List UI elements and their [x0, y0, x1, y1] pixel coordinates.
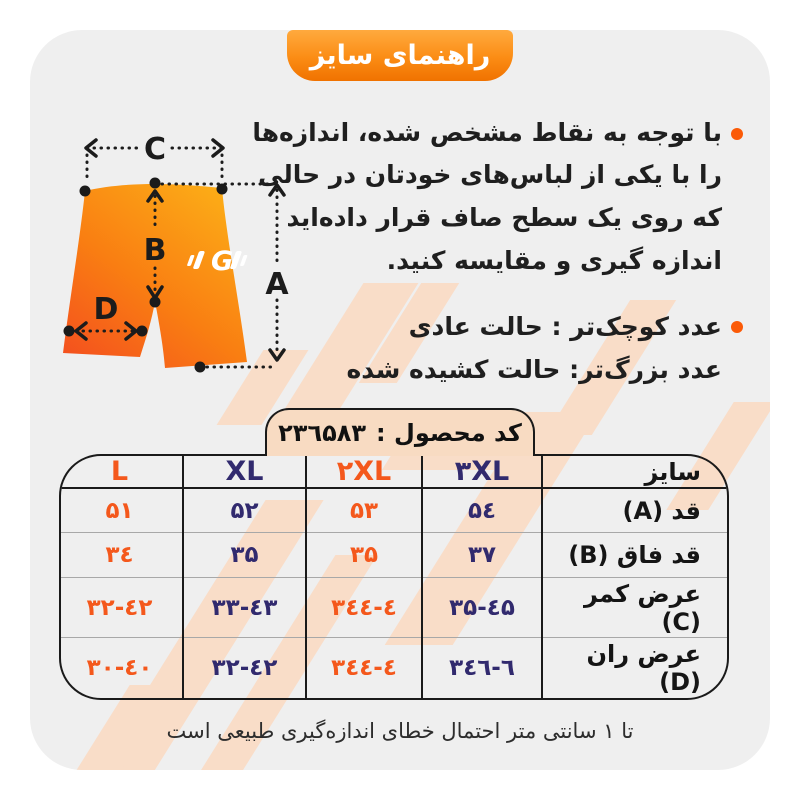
size-col-xl: XL: [183, 456, 306, 488]
size-col-2xl: ۲XL: [306, 456, 422, 488]
table-row-length: [59, 488, 727, 533]
cell-value: ۳۷: [422, 533, 542, 578]
cell-value: ۳٤: [59, 533, 183, 578]
instruction-line: را با یکی از لباس‌های خودتان در حالی: [258, 160, 722, 189]
instruction-line: اندازه گیری و مقایسه کنید.: [386, 246, 722, 275]
cell-value: ۳۵: [306, 533, 422, 578]
table-header-row: [59, 456, 727, 488]
cell-value: ۳٤-٤٤: [306, 577, 422, 638]
table-row-rise: [59, 533, 727, 578]
logo-letter: G: [211, 246, 234, 277]
cell-value: ۳۵: [183, 533, 306, 578]
measure-label-a: A: [265, 267, 289, 302]
instruction-line: عدد کوچک‌تر : حالت عادی: [408, 312, 722, 341]
table-row-thigh: [59, 638, 727, 698]
size-col-3xl: ۳XL: [422, 456, 542, 488]
table-row-waist: [59, 577, 727, 638]
bullet-dot: [731, 321, 743, 333]
cell-value: ۵۱: [59, 488, 183, 533]
row-label: قد فاق (B): [542, 533, 727, 578]
row-label: قد (A): [542, 488, 727, 533]
cell-value: ۳۳-٤۳: [183, 577, 306, 638]
cell-value: ۳۲-٤۲: [59, 577, 183, 638]
cell-value: ۳۲-٤۲: [183, 638, 306, 698]
product-code-box: [265, 408, 535, 456]
measure-label-b: B: [143, 233, 167, 268]
measurement-tolerance-note: تا ۱ سانتی متر احتمال خطای اندازه‌گیری طبیعی است: [166, 719, 634, 743]
badge-label: راهنمای سایز: [309, 40, 491, 71]
instruction-line: عدد بزرگ‌تر: حالت کشیده شده: [346, 355, 722, 384]
row-label: عرض ران (D): [586, 640, 701, 697]
cell-value: ۵٤: [422, 488, 542, 533]
size-header-cell: سایز: [542, 456, 727, 488]
cell-value: ۵۲: [183, 488, 306, 533]
cell-value: ۳۵-٤۵: [422, 577, 542, 638]
product-code-value: ۲۳٦۵۸۳: [278, 419, 367, 447]
row-label: عرض کمر (C): [542, 577, 727, 638]
measure-label-d: D: [93, 292, 119, 327]
size-guide-badge: [287, 30, 513, 81]
size-col-l: L: [59, 456, 183, 488]
product-code-label: کد محصول :: [376, 419, 522, 447]
bullet-dot: [731, 128, 743, 140]
instruction-line: که روی یک سطح صاف قرار داده‌اید: [286, 203, 722, 232]
measure-label-c: C: [143, 132, 167, 167]
cell-value: ۵۳: [306, 488, 422, 533]
cell-value: ۳٦-٤٦: [422, 638, 542, 698]
cell-value: ۳۰-٤۰: [59, 638, 183, 698]
cell-value: ۳٤-٤٤: [306, 638, 422, 698]
instruction-line: با توجه به نقاط مشخص شده، اندازه‌ها: [252, 118, 722, 147]
size-table: [59, 454, 729, 700]
